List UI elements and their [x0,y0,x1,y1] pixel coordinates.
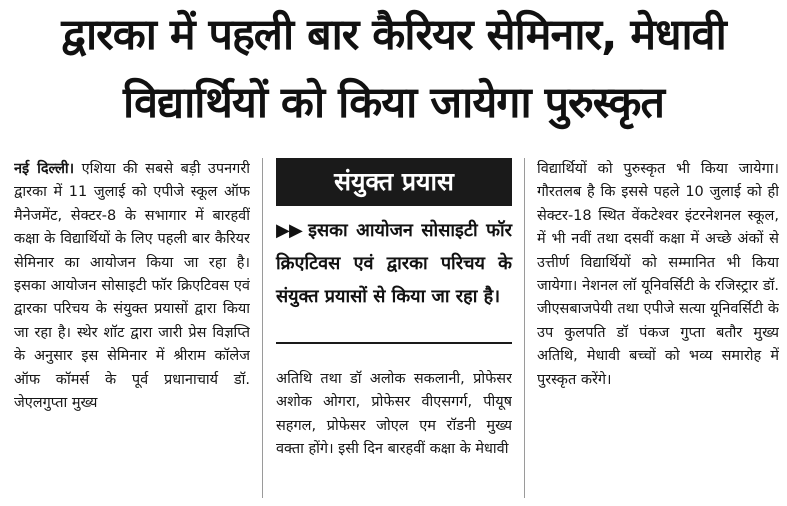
callout-body [276,206,512,313]
article-column-middle: अतिथि तथा डॉ अलोक सकलानी, प्रोफेसर अशोक ओगरा, प्रोफेसर वीएसगर्ग, पीयूष सहगल, प्रोफेसर जोएल एम रॉडनी मुख्य वक्ता होंगे। इसी दिन बारहवीं कक्षा के मेधावी [276,371,512,458]
article-text-left: एशिया की सबसे बड़ी उपनगरी द्वारका में 11 जुलाई को एपीजे स्कूल ऑफ मैनेजमेंट, सेक्टर-8 के सभागार में बारहवीं कक्षा के विद्यार्थियों के लिए पहली बार कैरियर सेमिनार का आयोजन किया जा रहा है। इसका आयोजन सोसाइटी फॉर क्रिएटिवस एवं द्वारका परिचय के संयुक्त प्रयासों द्वारा किया जा रहा है। स्थेर शॉट द्वारा जारी प्रेस विज्ञप्ति के अनुसार इस सेमिनार में श्रीराम कॉलेज ऑफ कॉमर्स के पूर्व प्रधानाचार्य डॉ. जेएलगुप्ता मुख्य [14,161,250,412]
callout-bottom-rule [276,342,512,344]
article-column-right: विद्यार्थियों को पुरुस्कृत भी किया जायेगा। गौरतलब है कि इससे पहले 10 जुलाई को ही सेक्टर-18 स्थित वेंकटेश्वर इंटरनेशनल स्कूल, में भी नवीं तथा दसवीं कक्षा में अच्छे अंकों से उत्तीर्ण विद्यार्थियों को सम्मानित भी किया जायेगा। नेशनल लॉ यूनिवर्सिटी के रजिस्ट्रार डॉ. जीएसबाजपेयी तथा एपीजे सत्या यूनिवर्सिटी के उप कुलपति डॉ पंकज गुप्ता बतौर मुख्य अतिथि, मेधावी बच्चों को भव्य समारोह में पुरस्कृत करेंगे। [537,161,779,388]
double-arrow-icon: ▶▶ [276,220,303,241]
article-column-left [14,158,250,498]
callout-title: संयुक्त प्रयास [276,158,512,206]
callout-text: इसका आयोजन सोसाइटी फॉर क्रिएटिवस एवं द्वारका परिचय के संयुक्त प्रयासों से किया जा रहा है। [276,220,512,307]
dateline: नई दिल्ली। [14,161,75,177]
headline-line-1: द्वारका में पहली बार कैरियर सेमिनार, मेधावी [61,10,726,60]
column-divider-right [524,158,525,498]
headline-line-2: विद्यार्थियों को किया जायेगा पुरुस्कृत [123,78,664,128]
column-divider-left [262,158,263,498]
callout-box [276,158,512,344]
